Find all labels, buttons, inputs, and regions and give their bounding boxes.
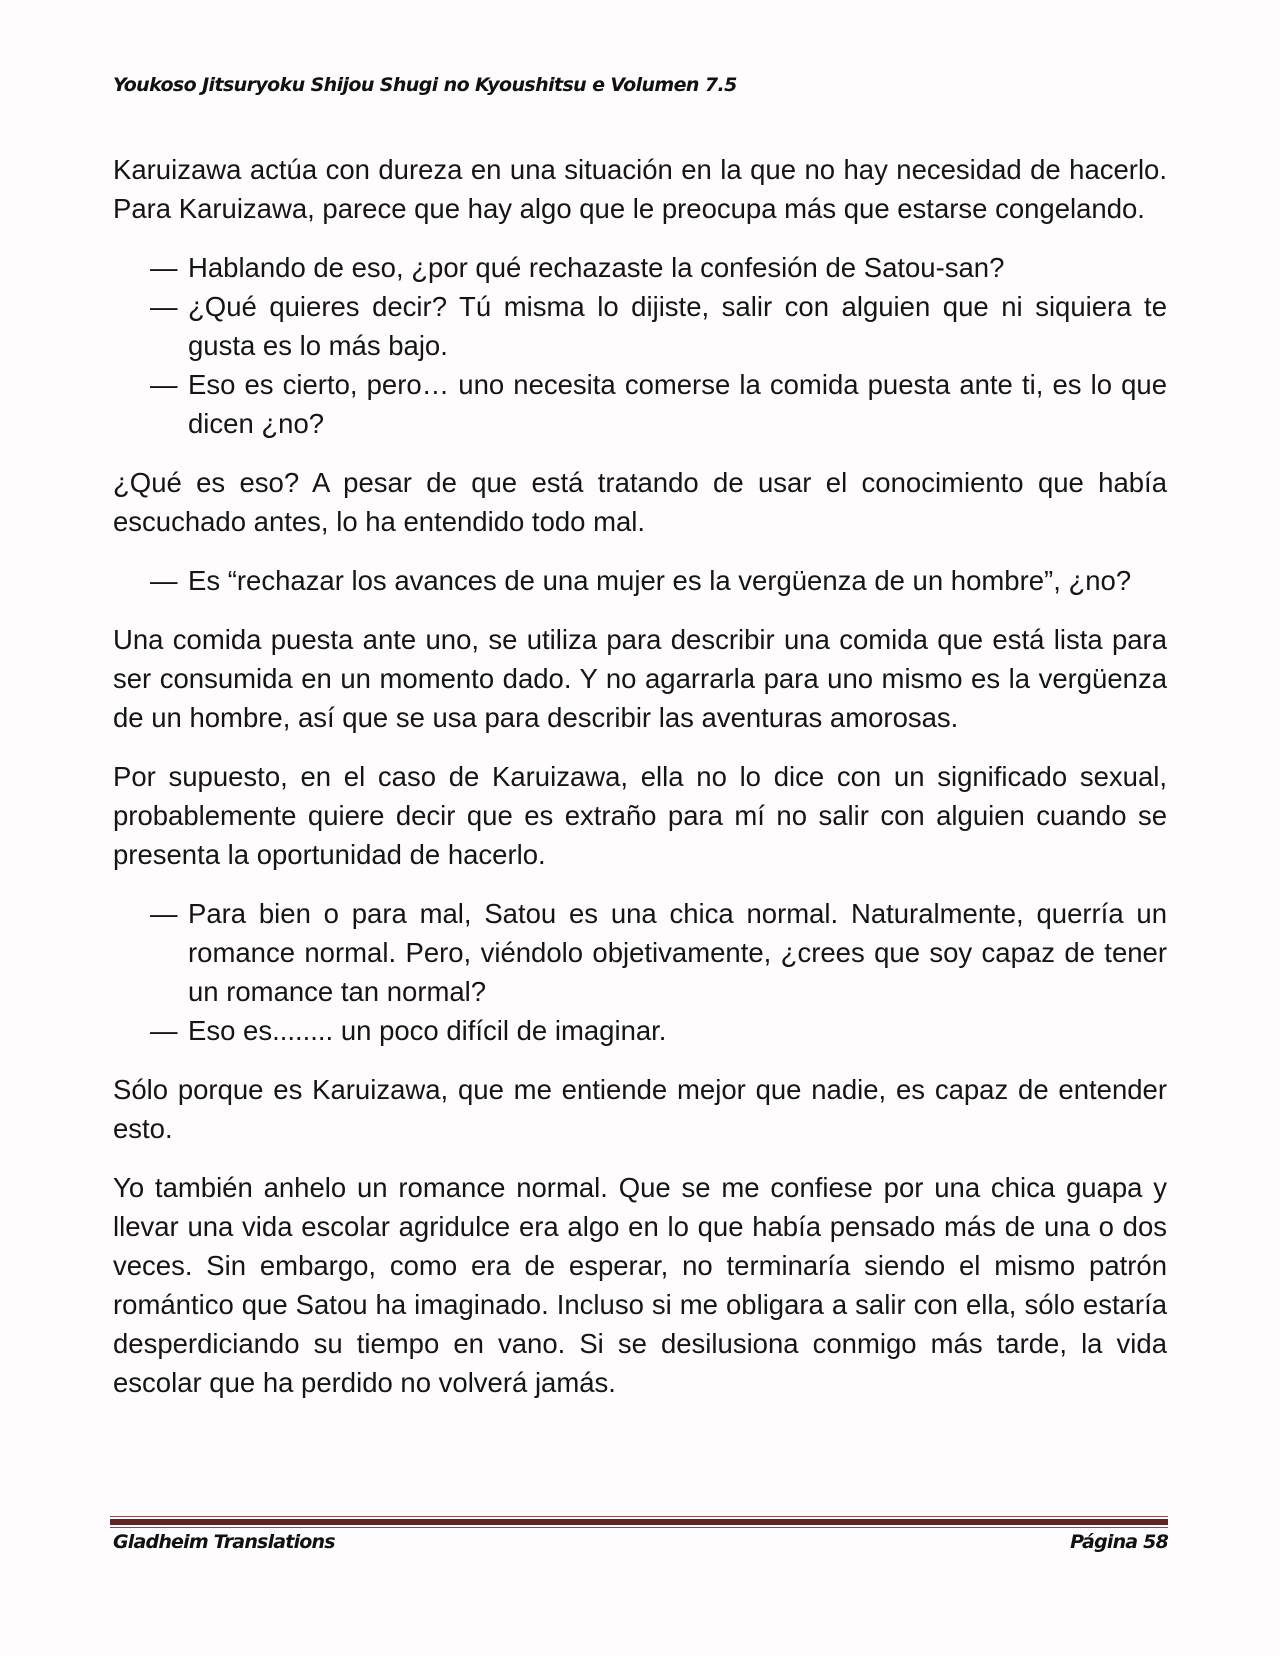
dialogue-line <box>113 287 1167 365</box>
footer-translator-credit: Gladheim Translations <box>113 1531 335 1553</box>
footer-page-number: Página 58 <box>1070 1531 1168 1553</box>
paragraph: Una comida puesta ante uno, se utiliza para describir una comida que está lista para ser consumida en un momento dado. Y no agarrarla para uno mismo es la vergüenza de un hombre, así que se usa para describir las aventuras amorosas. <box>113 624 1167 733</box>
dialogue-block <box>113 561 1167 600</box>
em-dash: — <box>150 369 178 400</box>
dialogue-block <box>113 894 1167 1050</box>
dialogue-text: Es “rechazar los avances de una mujer es la vergüenza de un hombre”, ¿no? <box>188 565 1132 596</box>
dialogue-text: Eso es........ un poco difícil de imaginar. <box>188 1015 667 1046</box>
paragraph: ¿Qué es eso? A pesar de que está tratando de usar el conocimiento que había escuchado antes, lo ha entendido todo mal. <box>113 467 1167 537</box>
em-dash: — <box>150 291 178 322</box>
paragraph: Yo también anhelo un romance normal. Que se me confiese por una chica guapa y llevar una vida escolar agridulce era algo en lo que había pensado más de una o dos veces. Sin embargo, como era de esperar, no terminaría siendo el mismo patrón romántico que Satou ha imaginado. Incluso si me obligara a salir con ella, sólo estaría desperdiciando su tiempo en vano. Si se desilusiona conmigo más tarde, la vida escolar que ha perdido no volverá jamás. <box>113 1172 1167 1398</box>
em-dash: — <box>150 565 178 596</box>
dialogue-line <box>113 248 1167 287</box>
footer-rule-main <box>110 1519 1168 1525</box>
footer-rule-bottom <box>110 1527 1168 1528</box>
dialogue-block <box>113 248 1167 443</box>
em-dash: — <box>150 1015 178 1046</box>
page-header-title: Youkoso Jitsuryoku Shijou Shugi no Kyoushitsu e Volumen 7.5 <box>113 74 737 96</box>
em-dash: — <box>150 252 178 283</box>
dialogue-line <box>113 365 1167 443</box>
dialogue-text: Para bien o para mal, Satou es una chica normal. Naturalmente, querría un romance normal. Pero, viéndolo objetivamente, ¿crees que soy capaz de tener un romance tan normal? <box>188 898 1167 1007</box>
dialogue-text: ¿Qué quieres decir? Tú misma lo dijiste, salir con alguien que ni siquiera te gusta es lo más bajo. <box>188 291 1167 361</box>
dialogue-line <box>113 1011 1167 1050</box>
dialogue-line <box>113 561 1167 600</box>
dialogue-line <box>113 894 1167 1011</box>
paragraph: Sólo porque es Karuizawa, que me entiende mejor que nadie, es capaz de entender esto. <box>113 1074 1167 1144</box>
dialogue-text: Hablando de eso, ¿por qué rechazaste la confesión de Satou-san? <box>188 252 1005 283</box>
page-body <box>113 150 1167 1422</box>
paragraph: Karuizawa actúa con dureza en una situación en la que no hay necesidad de hacerlo. Para Karuizawa, parece que hay algo que le preocupa más que estarse congelando. <box>113 154 1167 224</box>
paragraph: Por supuesto, en el caso de Karuizawa, ella no lo dice con un significado sexual, probablemente quiere decir que es extraño para mí no salir con alguien cuando se presenta la oportunidad de hacerlo. <box>113 761 1167 870</box>
footer-rule-top <box>110 1516 1168 1517</box>
em-dash: — <box>150 898 178 929</box>
dialogue-text: Eso es cierto, pero… uno necesita comerse la comida puesta ante ti, es lo que dicen ¿no? <box>188 369 1167 439</box>
